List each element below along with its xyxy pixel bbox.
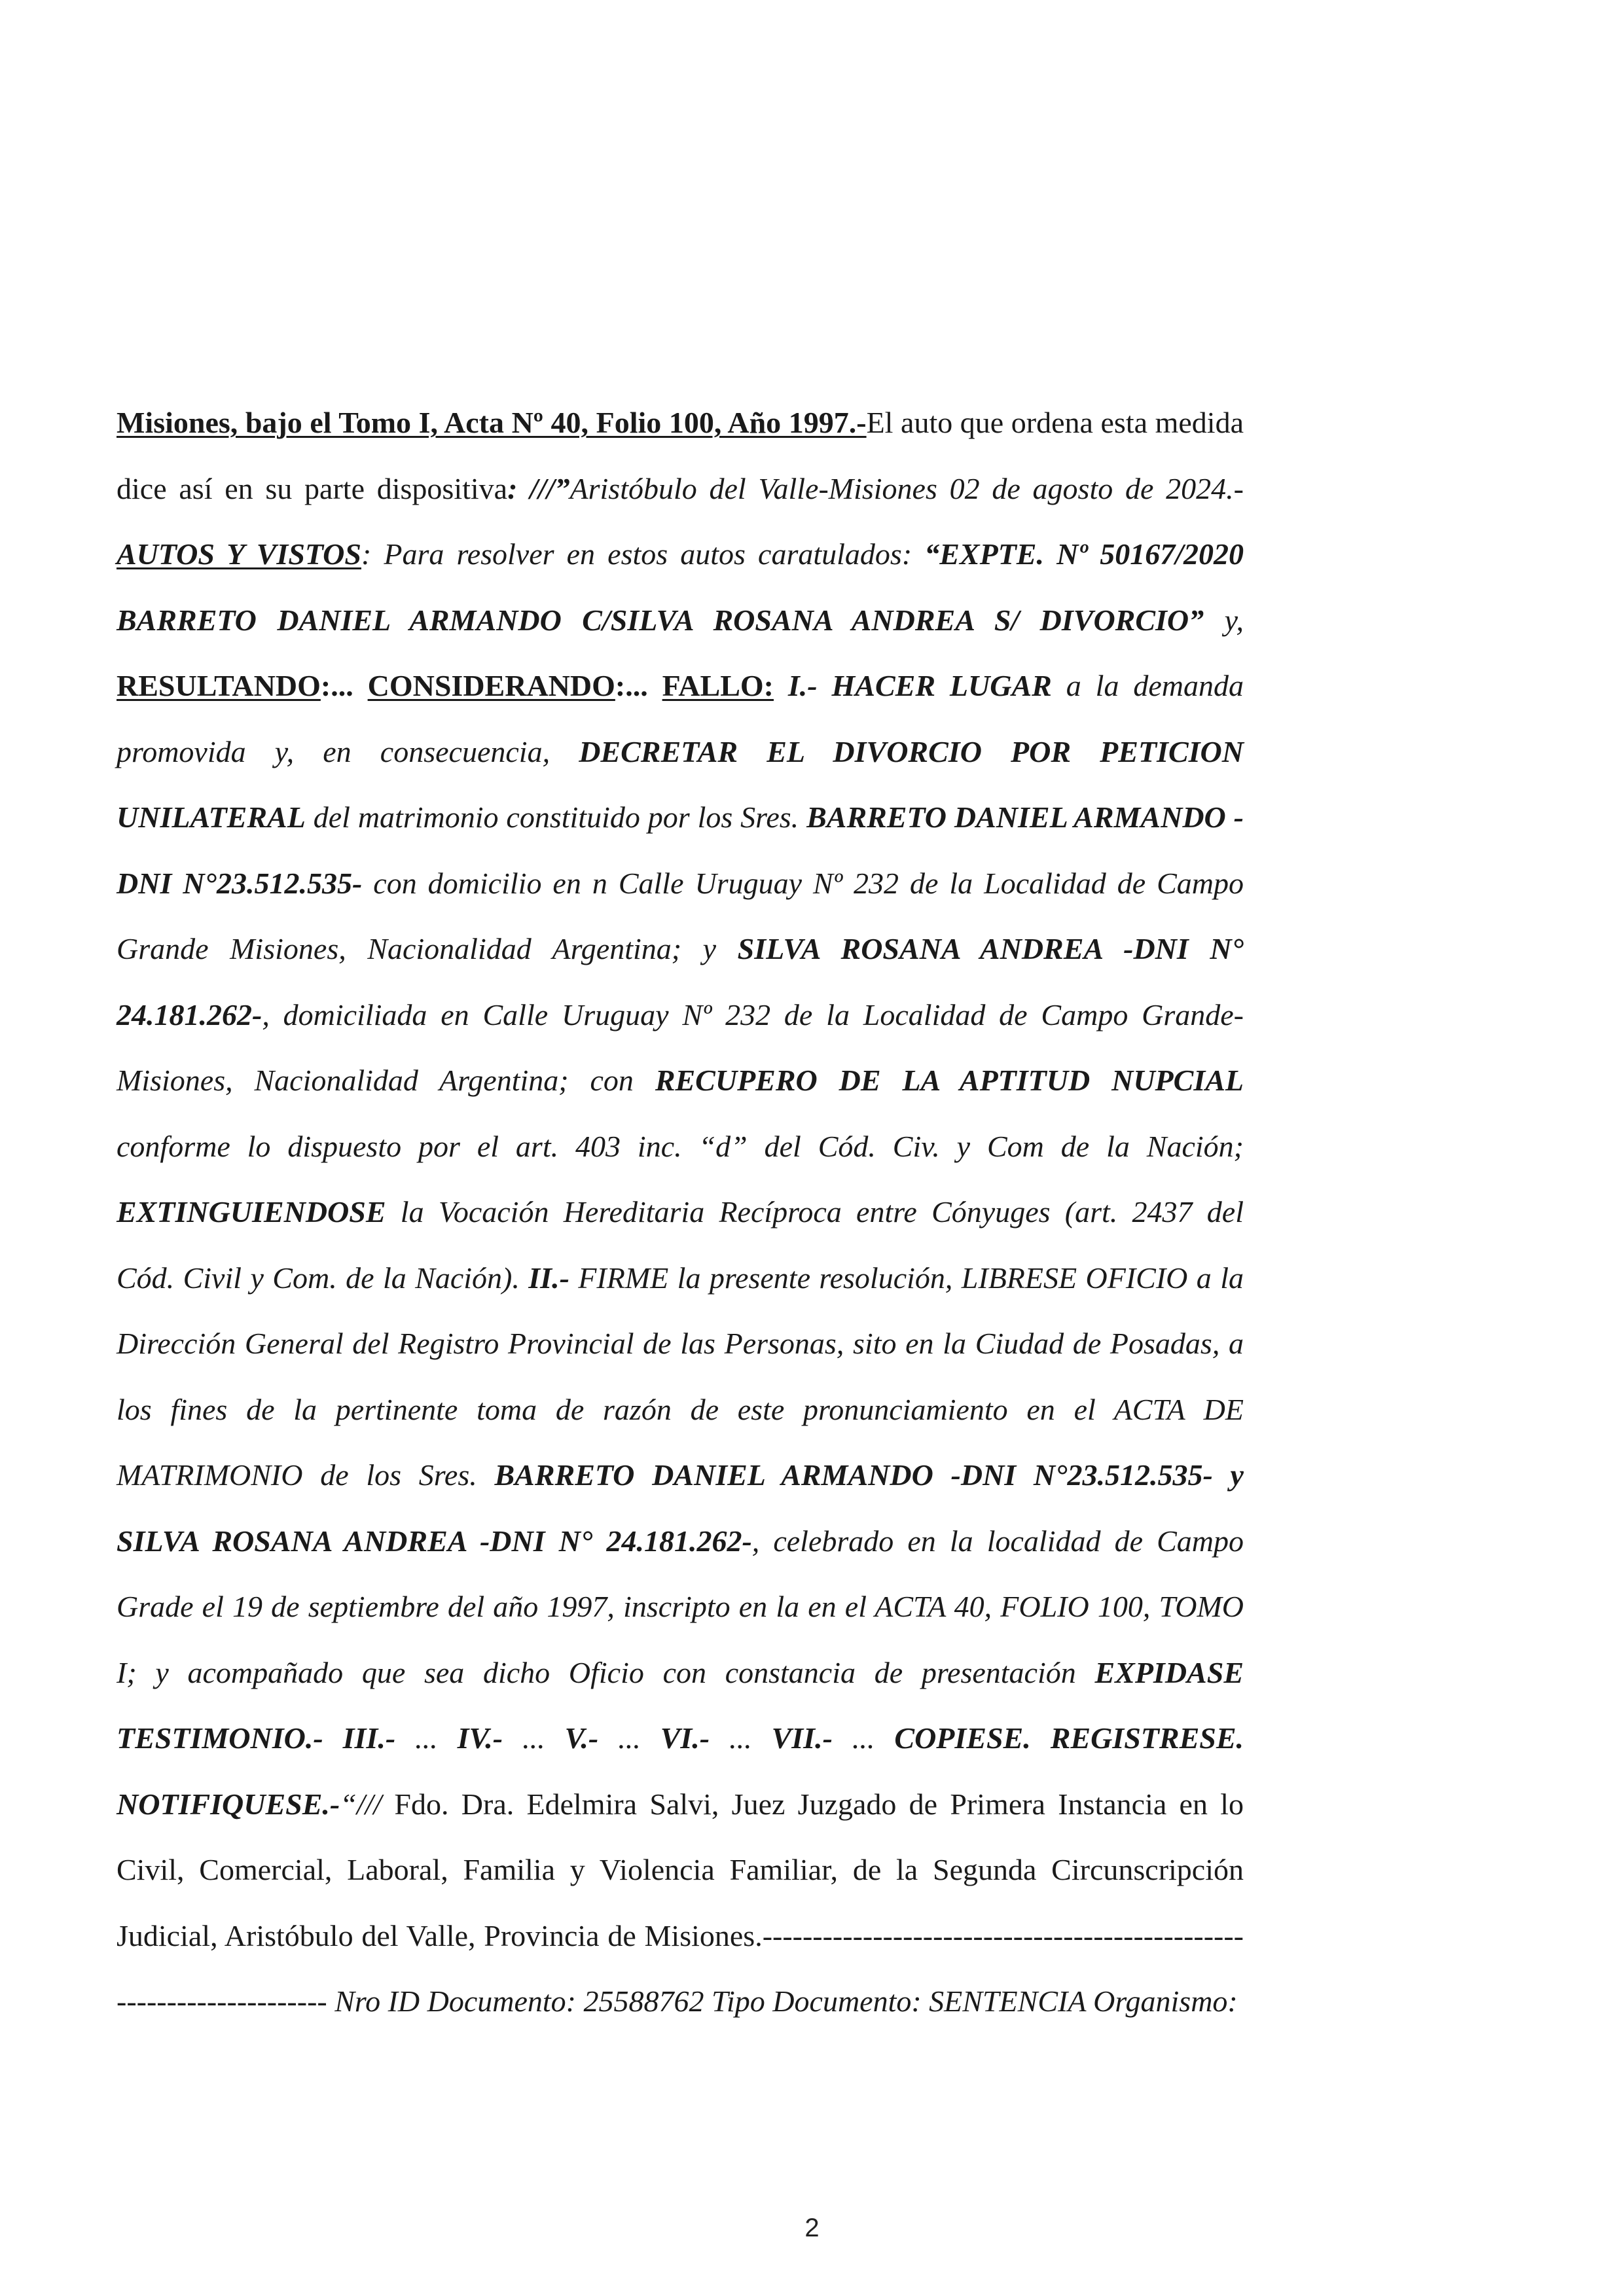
text-segment: : ///” <box>507 471 570 505</box>
text-segment: “EXPTE. Nº 50167/2020 BARRETO DANIEL ARMANDO C/SILVA ROSANA ANDREA S/ DIVORCIO” <box>117 537 1244 637</box>
text-segment: conforme lo dispuesto por el art. 403 inc. “d” del Cód. Civ. y Com de la Nación; <box>117 1129 1244 1163</box>
text-segment: del matrimonio constituido por los Sres. <box>305 800 807 834</box>
text-segment: :... <box>615 669 662 702</box>
text-segment: ... <box>415 1721 458 1755</box>
page-number: 2 <box>804 2214 820 2242</box>
text-segment: V.- <box>564 1721 619 1755</box>
text-segment: II.- <box>528 1261 569 1295</box>
text-segment: El auto que ordena esta medida dice así en su parte dispositiva <box>117 406 1244 505</box>
text-segment: , celebrado en la localidad de Campo Grade el 19 de septiembre del año 1997, inscripto en la en el ACTA 40, FOLIO 100, TOMO I; y acompañado que sea dicho Oficio con constancia de presentación <box>117 1524 1244 1689</box>
text-segment: BARRETO DANIEL ARMANDO -DNI N°23.512.535- y SILVA ROSANA ANDREA -DNI N° 24.181.262- <box>117 1458 1244 1558</box>
text-segment: VI.- <box>660 1721 730 1755</box>
text-segment: :... <box>320 669 368 702</box>
text-segment: Aristóbulo del Valle-Misiones 02 de agosto de 2024.- <box>569 471 1244 505</box>
text-segment: EXPIDASE TESTIMONIO.- III.- <box>117 1655 1244 1755</box>
text-segment: I.- HACER LUGAR <box>773 669 1052 702</box>
text-segment: con domicilio en n Calle Uruguay Nº 232 de la Localidad de Campo Grande Misiones, Nacionalidad Argentina; y <box>117 866 1244 965</box>
text-segment: CONSIDERANDO <box>367 669 615 702</box>
text-segment: -- Nro ID Documento: 25588762 Tipo Documento: SENTENCIA Organismo: <box>307 1984 1238 2018</box>
text-segment: EXTINGUIENDOSE <box>117 1195 386 1229</box>
text-segment: RESULTANDO <box>117 669 321 702</box>
text-segment: Fdo. Dra. Edelmira Salvi, Juez Juzgado de Primera Instancia en lo Civil, Comercial, Laboral, Familia y Violencia Familiar, de la Segunda Circunscripción Judicial, Aristóbulo del Valle, Provincia de Misiones.------------------------------------------------------------------- <box>117 1787 1244 2018</box>
text-segment: ... <box>852 1721 895 1755</box>
text-segment: Misiones, bajo el Tomo I, Acta Nº 40, Folio 100, Año 1997.- <box>117 406 867 439</box>
text-segment: y, <box>1204 603 1244 637</box>
text-segment: COPIESE. REGISTRESE. NOTIFIQUESE.- <box>117 1721 1244 1821</box>
text-segment: FALLO: <box>662 669 774 702</box>
text-segment: , domiciliada en Calle Uruguay Nº 232 de la Localidad de Campo Grande- Misiones, Nacionalidad Argentina; con <box>117 997 1244 1097</box>
text-segment: RECUPERO DE LA APTITUD NUPCIAL <box>655 1064 1244 1097</box>
text-segment: : Para resolver en estos autos caratulados: <box>361 537 925 571</box>
text-segment: la Vocación Hereditaria Recíproca entre Cónyuges (art. 2437 del Cód. Civil y Com. de la Nación). <box>117 1195 1244 1295</box>
text-segment: ... <box>729 1721 772 1755</box>
text-segment: AUTOS Y VISTOS <box>117 537 361 571</box>
document-body-paragraph <box>117 390 1244 2035</box>
text-segment: “/// <box>340 1787 382 1821</box>
text-segment: a la demanda promovida y, en consecuencia, <box>117 669 1244 768</box>
text-segment: DECRETAR EL DIVORCIO POR PETICION UNILATERAL <box>117 734 1244 834</box>
text-segment: BARRETO DANIEL ARMANDO -DNI N°23.512.535- <box>117 800 1244 900</box>
text-segment: ... <box>522 1721 565 1755</box>
text-segment: FIRME la presente resolución, LIBRESE OFICIO a la Dirección General del Registro Provincial de las Personas, sito en la Ciudad de Posadas, a los fines de la pertinente toma de razón de este pronunciamiento en el ACTA DE MATRIMONIO de los Sres. <box>117 1261 1244 1492</box>
text-segment: VII.- <box>771 1721 852 1755</box>
text-segment: SILVA ROSANA ANDREA -DNI N° 24.181.262- <box>117 932 1244 1031</box>
text-segment: IV.- <box>457 1721 523 1755</box>
text-segment: ... <box>618 1721 660 1755</box>
